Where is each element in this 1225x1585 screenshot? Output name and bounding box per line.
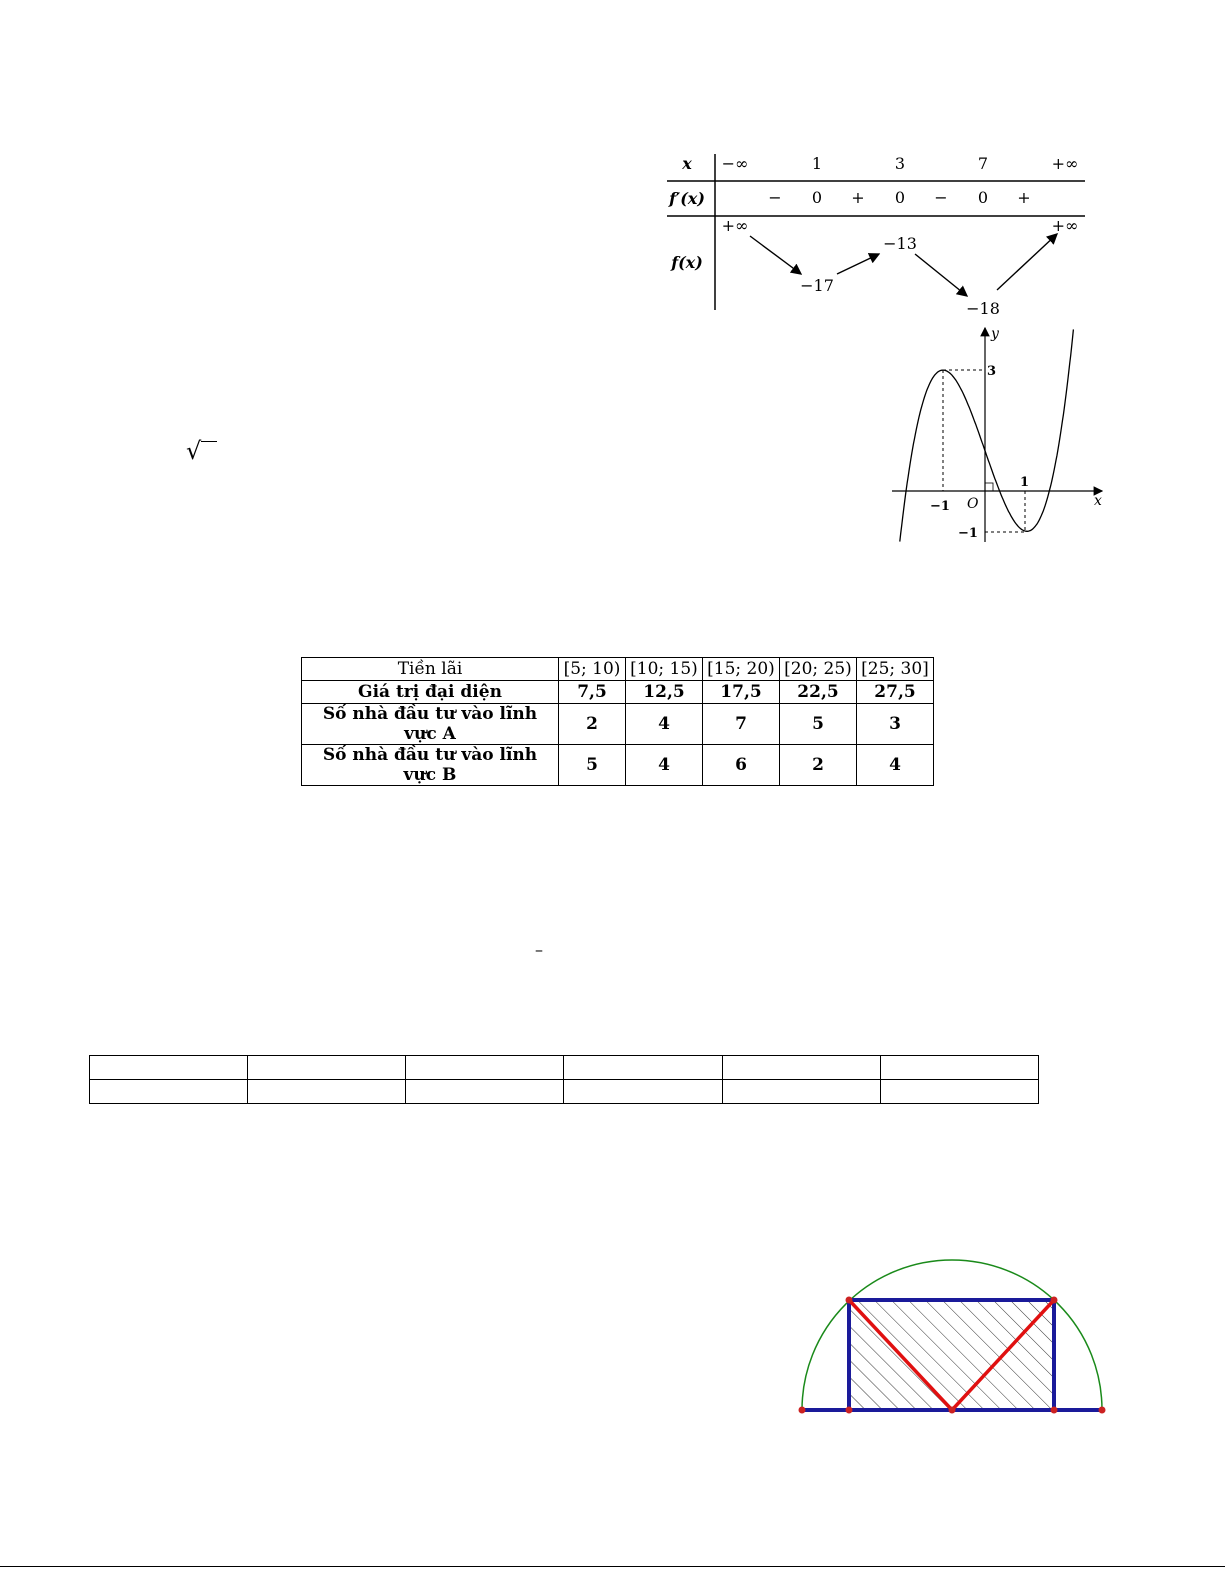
table-cell: [15; 20) xyxy=(703,658,780,681)
table-row xyxy=(90,1056,1039,1080)
point xyxy=(799,1407,806,1414)
table-row xyxy=(302,681,934,704)
table-row xyxy=(302,658,934,681)
table-cell xyxy=(406,1056,564,1080)
table-cell xyxy=(880,1080,1038,1104)
x-value: 3 xyxy=(894,154,906,173)
f-value: +∞ xyxy=(721,216,749,235)
table-cell xyxy=(722,1056,880,1080)
table-cell xyxy=(564,1080,722,1104)
derivative-sign: + xyxy=(851,188,865,207)
table-cell: 7,5 xyxy=(559,681,626,704)
f-value: −13 xyxy=(883,234,917,253)
cubic-graph xyxy=(890,322,1110,544)
table-cell: 2 xyxy=(559,704,626,745)
x-value: 1 xyxy=(811,154,823,173)
x-value: 7 xyxy=(977,154,989,173)
origin-label: O xyxy=(967,496,979,512)
x-value: +∞ xyxy=(1051,154,1079,173)
row-label-x: x xyxy=(682,154,692,173)
decrease-arrow xyxy=(750,236,801,274)
tick-label: 3 xyxy=(987,364,997,379)
point xyxy=(1051,1297,1058,1304)
variation-table xyxy=(665,150,1090,320)
tick-label: −1 xyxy=(930,499,950,514)
table-cell xyxy=(564,1056,722,1080)
table-cell: Số nhà đầu tư vào lĩnh vực B xyxy=(302,745,559,786)
f-value: +∞ xyxy=(1051,216,1079,235)
row-label-f: f(x) xyxy=(671,253,703,272)
table-row xyxy=(90,1080,1039,1104)
derivative-sign: + xyxy=(1017,188,1031,207)
tick-label: 1 xyxy=(1020,475,1030,490)
table-cell: Số nhà đầu tư vào lĩnh vực A xyxy=(302,704,559,745)
table-cell: 6 xyxy=(703,745,780,786)
bar-symbol: – xyxy=(535,940,543,959)
increase-arrow xyxy=(997,234,1057,290)
point xyxy=(949,1407,956,1414)
table-cell: 4 xyxy=(626,745,703,786)
right-angle-mark xyxy=(985,483,993,491)
point xyxy=(846,1407,853,1414)
table-cell: 5 xyxy=(780,704,857,745)
table-cell: 3 xyxy=(857,704,934,745)
table-cell: [5; 10) xyxy=(559,658,626,681)
derivative-sign: 0 xyxy=(894,188,906,207)
semicircle-figure xyxy=(795,1255,1110,1420)
table-cell: 17,5 xyxy=(703,681,780,704)
tick-label: −1 xyxy=(958,526,978,541)
f-value: −17 xyxy=(800,276,834,295)
decrease-arrow xyxy=(915,254,967,296)
table-cell: 4 xyxy=(857,745,934,786)
x-value: −∞ xyxy=(721,154,749,173)
table-row xyxy=(302,704,934,745)
row-label-fprime: f′(x) xyxy=(669,189,705,208)
x-axis-label: x xyxy=(1094,493,1102,509)
increase-arrow xyxy=(837,254,879,274)
table-cell xyxy=(722,1080,880,1104)
table-cell: 22,5 xyxy=(780,681,857,704)
table-cell: [10; 15) xyxy=(626,658,703,681)
point xyxy=(1051,1407,1058,1414)
table-cell: 2 xyxy=(780,745,857,786)
point xyxy=(846,1297,853,1304)
table-cell xyxy=(406,1080,564,1104)
table-cell: 4 xyxy=(626,704,703,745)
table-row xyxy=(302,745,934,786)
table-cell: 27,5 xyxy=(857,681,934,704)
table-cell: [20; 25) xyxy=(780,658,857,681)
sqrt-symbol: √ xyxy=(186,437,217,465)
table-cell: 5 xyxy=(559,745,626,786)
empty-answer-table xyxy=(89,1055,1039,1104)
investment-table xyxy=(301,657,934,786)
derivative-sign: 0 xyxy=(811,188,823,207)
derivative-sign: − xyxy=(934,188,948,207)
derivative-sign: − xyxy=(768,188,782,207)
table-cell xyxy=(880,1056,1038,1080)
table-cell: Tiền lãi xyxy=(302,658,559,681)
derivative-sign: 0 xyxy=(977,188,989,207)
table-cell: Giá trị đại diện xyxy=(302,681,559,704)
table-cell: 7 xyxy=(703,704,780,745)
y-axis-label: y xyxy=(991,326,999,342)
table-cell xyxy=(248,1056,406,1080)
hatched-region xyxy=(849,1300,1054,1410)
point xyxy=(1099,1407,1106,1414)
page-bottom-rule xyxy=(0,1566,1225,1567)
table-cell xyxy=(248,1080,406,1104)
cubic-curve xyxy=(900,329,1074,541)
table-cell: [25; 30] xyxy=(857,658,934,681)
table-cell: 12,5 xyxy=(626,681,703,704)
table-cell xyxy=(90,1080,248,1104)
table-cell xyxy=(90,1056,248,1080)
f-value: −18 xyxy=(966,299,1000,318)
